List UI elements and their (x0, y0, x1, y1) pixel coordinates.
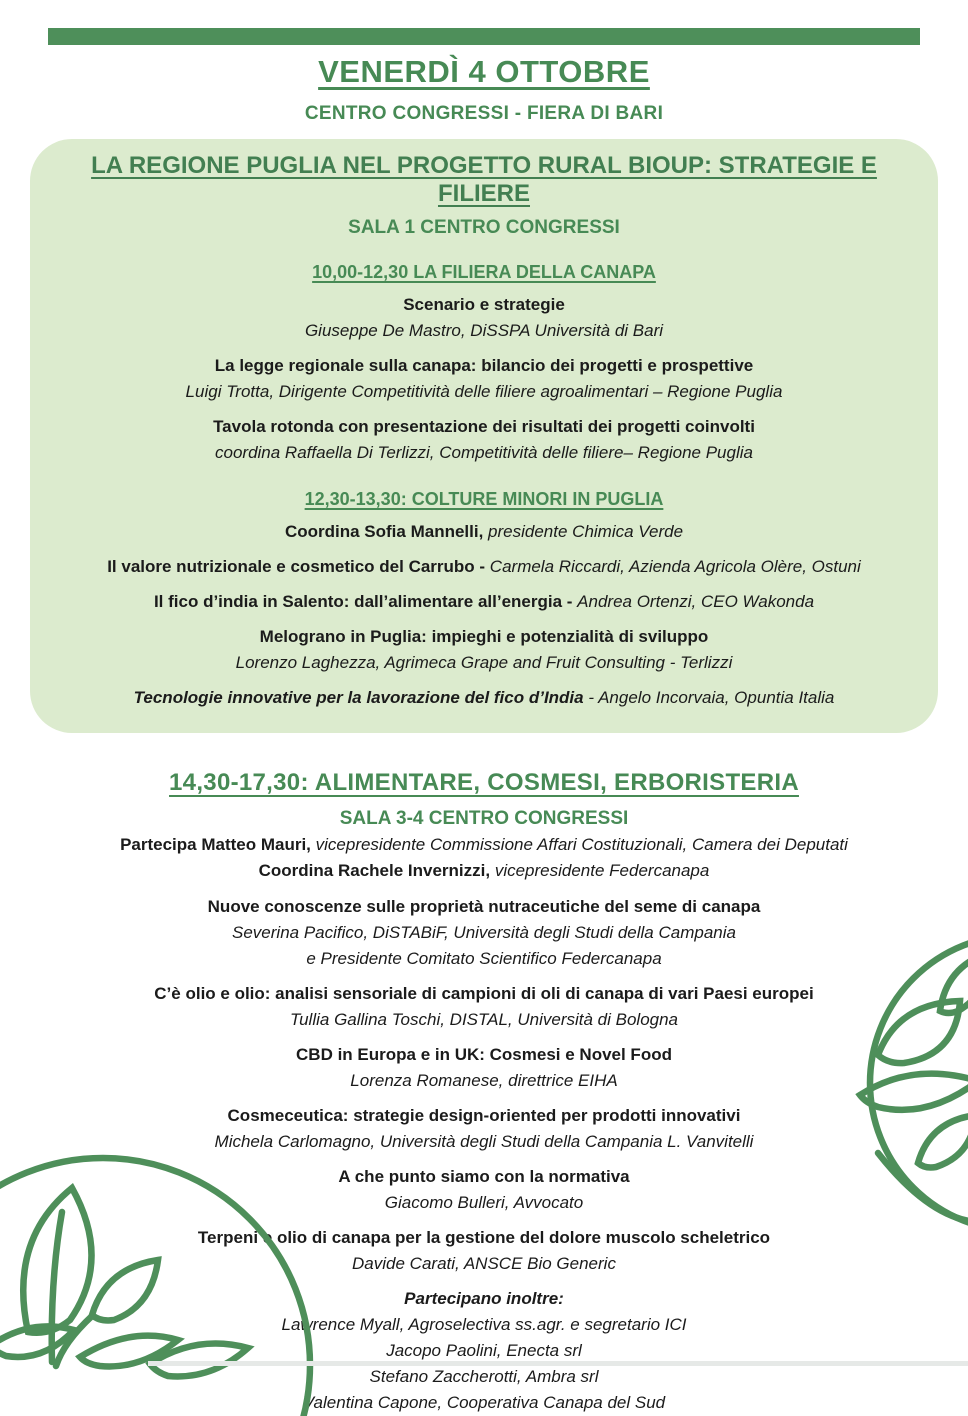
partecipa-role: vicepresidente Commissione Affari Costituzionali, Camera dei Deputati (310, 835, 848, 854)
talk-speaker: Lorenzo Laghezza, Agrimeca Grape and Fruit Consulting - Terlizzi (235, 653, 733, 672)
also-heading: Partecipano inoltre: (404, 1289, 564, 1308)
afternoon-heading: 14,30-17,30: ALIMENTARE, COSMESI, ERBORISTERIA (169, 769, 799, 796)
coordina-name: Coordina Rachele Invernizzi, (258, 861, 491, 880)
talk-speaker: Andrea Ortenzi, CEO Wakonda (577, 592, 815, 611)
session2-heading: 12,30-13,30: COLTURE MINORI IN PUGLIA (304, 489, 664, 509)
talk-speaker: Michela Carlomagno, Università degli Studi della Campania L. Vanvitelli (214, 1132, 754, 1151)
talk-item (0, 981, 968, 1033)
talk-speaker: Severina Pacifico, DiSTABiF, Università degli Studi della Campania (232, 923, 736, 942)
bottom-accent-bar (148, 1361, 968, 1366)
also-participant: Jacopo Paolini, Enecta srl (386, 1341, 582, 1360)
talk-title: Tecnologie innovative per la lavorazione del fico d’India (133, 688, 589, 707)
talk-title: Cosmeceutica: strategie design-oriented per prodotti innovativi (227, 1106, 741, 1125)
talk-item (42, 685, 926, 711)
talk-item (42, 589, 926, 615)
also-participant: Lawrence Myall, Agroselectiva ss.agr. e segretario ICI (281, 1315, 687, 1334)
talk-speaker: Giacomo Bulleri, Avvocato (384, 1193, 584, 1212)
talk-speaker: Luigi Trotta, Dirigente Competitività delle filiere agroalimentari – Regione Puglia (185, 382, 783, 401)
talk-title: La legge regionale sulla canapa: bilancio dei progetti e prospettive (214, 356, 754, 375)
talk-speaker: Tullia Gallina Toschi, DISTAL, Università di Bologna (289, 1010, 679, 1029)
talk-speaker: Carmela Riccardi, Azienda Agricola Olère, Ostuni (489, 557, 861, 576)
morning-program-box (30, 139, 938, 733)
talk-item (0, 1164, 968, 1216)
talk-title: Terpeni e olio di canapa per la gestione del dolore muscolo scheletrico (197, 1228, 771, 1247)
talk-title: A che punto siamo con la normativa (338, 1167, 630, 1186)
talk-item (0, 1103, 968, 1155)
talk-title: Nuove conoscenze sulle proprietà nutraceutiche del seme di canapa (207, 897, 761, 916)
talk-speaker: Davide Carati, ANSCE Bio Generic (352, 1254, 616, 1273)
session1-heading: 10,00-12,30 LA FILIERA DELLA CANAPA (312, 262, 656, 282)
coordina-role: vicepresidente Federcanapa (490, 861, 710, 880)
coordina-line (0, 858, 968, 884)
talk-title: Scenario e strategie (403, 295, 565, 314)
talk-speaker: Lorenza Romanese, direttrice EIHA (350, 1071, 618, 1090)
partecipa-name: Partecipa Matteo Mauri, (120, 835, 311, 854)
partecipa-line (0, 832, 968, 858)
morning-box-venue: SALA 1 CENTRO CONGRESSI (348, 217, 620, 238)
session2-coordinator (42, 519, 926, 545)
talk-item (0, 1225, 968, 1277)
event-date-title: VENERDÌ 4 OTTOBRE (318, 54, 650, 89)
talk-title: Il fico d’india in Salento: dall’alimentare all’energia - (153, 592, 578, 611)
also-participant: Valentina Capone, Cooperativa Canapa del Sud (302, 1393, 666, 1412)
talk-title: CBD in Europa e in UK: Cosmesi e Novel Food (296, 1045, 672, 1064)
morning-box-title: LA REGIONE PUGLIA NEL PROGETTO RURAL BIOUP: STRATEGIE E FILIERE (91, 152, 877, 207)
talk-item (42, 624, 926, 676)
coordinator-name: Coordina Sofia Mannelli, (284, 522, 484, 541)
partecipa-text (0, 832, 968, 858)
talk-speaker: - Angelo Incorvaia, Opuntia Italia (588, 688, 835, 707)
talk-speaker: e Presidente Comitato Scientifico Federcanapa (306, 949, 662, 968)
talk-line (42, 589, 926, 615)
talk-title: C’è olio e olio: analisi sensoriale di campioni di oli di canapa di vari Paesi europei (154, 984, 814, 1003)
talk-speaker: Giuseppe De Mastro, DiSSPA Università di Bari (304, 321, 664, 340)
talk-item (42, 414, 926, 466)
coordinator-line (42, 519, 926, 545)
talk-speaker: coordina Raffaella Di Terlizzi, Competitività delle filiere– Regione Puglia (215, 443, 753, 462)
also-participating (0, 1286, 968, 1416)
talk-title: Tavola rotonda con presentazione dei risultati dei progetti coinvolti (213, 417, 755, 436)
talk-line (42, 554, 926, 580)
talk-item (0, 1042, 968, 1094)
talk-item (42, 292, 926, 344)
coordina-text (0, 858, 968, 884)
talk-title: Melograno in Puglia: impieghi e potenzialità di sviluppo (259, 627, 709, 646)
talk-line (42, 685, 926, 711)
talk-title: Il valore nutrizionale e cosmetico del Carrubo - (107, 557, 490, 576)
talk-item (42, 554, 926, 580)
afternoon-program (0, 769, 968, 1416)
talk-item (42, 353, 926, 405)
also-participant: Stefano Zaccherotti, Ambra srl (369, 1367, 599, 1386)
event-location: CENTRO CONGRESSI - FIERA DI BARI (304, 103, 664, 124)
coordinator-role: presidente Chimica Verde (483, 522, 684, 541)
afternoon-venue: SALA 3-4 CENTRO CONGRESSI (339, 808, 629, 829)
talk-item (0, 894, 968, 972)
